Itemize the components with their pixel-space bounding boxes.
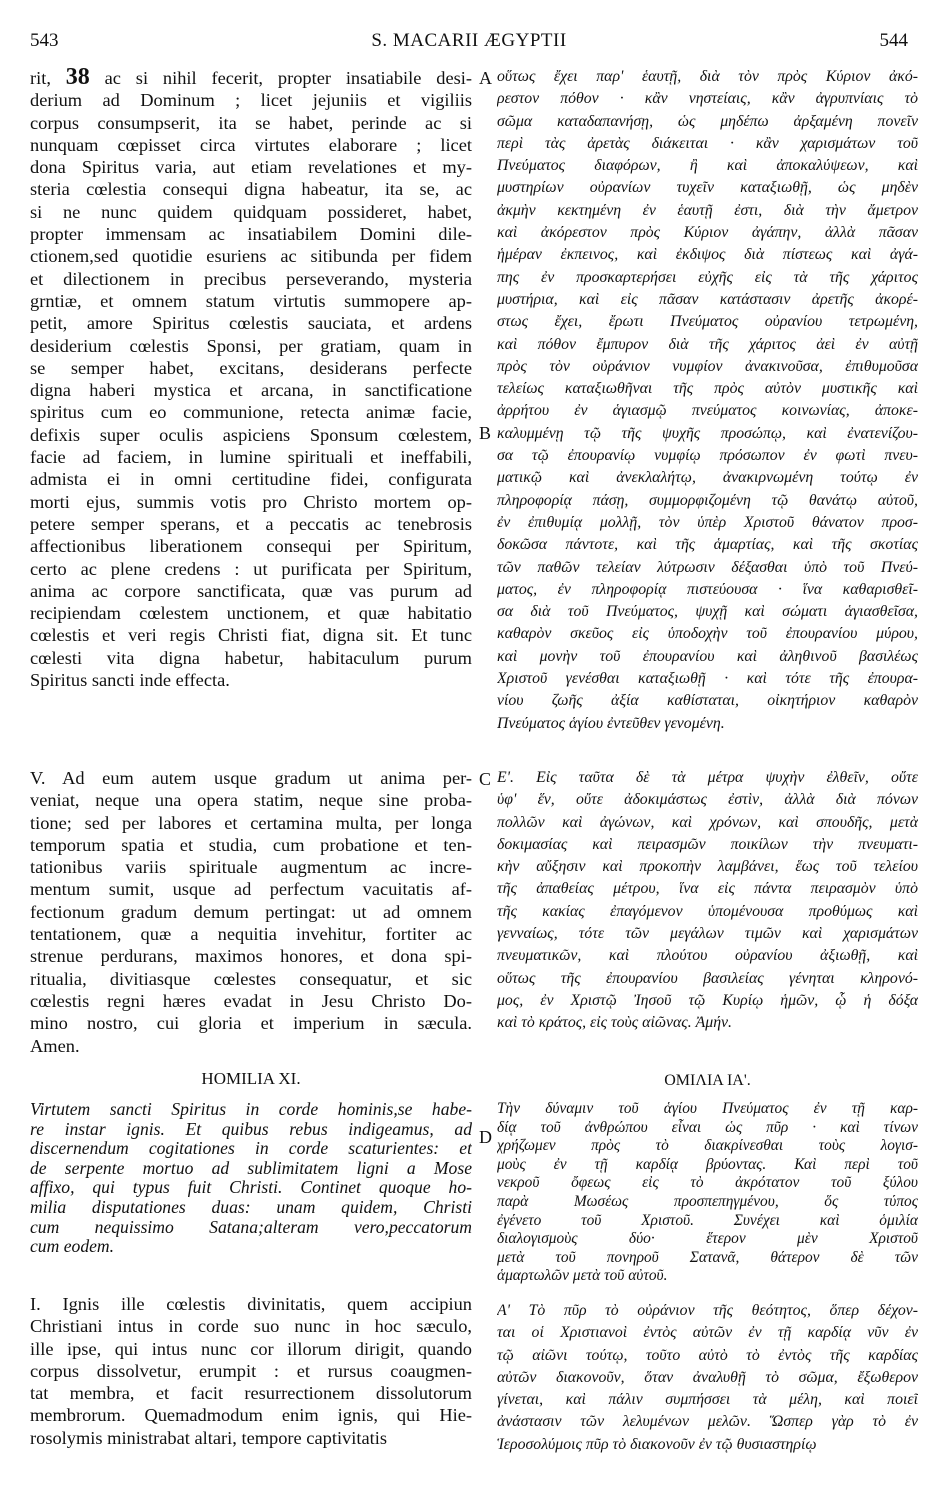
text-line: ματος, ἐν πληροφορίᾳ πιστεύουσα · ἵνα καθαρισθεῖ-: [497, 580, 918, 598]
text-line: ἐγένετο τοῦ Χριστοῦ. Συνέχει καὶ ὁμιλία: [497, 1211, 918, 1229]
text-line: mino nostro, cui gloria et imperium in sæcula.: [30, 1013, 472, 1034]
text-line: rosolymis ministrabat altari, tempore captivitatis: [30, 1427, 388, 1448]
text-line: καθαρὸν σκεῦος εἰς ὑποδοχὴν τοῦ ἐπουρανίου μύρου,: [497, 625, 918, 643]
text-line: grntiæ, et omnem statum virtutis summopere ap-: [30, 290, 472, 311]
text-line: morti ejus, summis votis pro Christo mortem op-: [30, 491, 472, 512]
text-line: defixis super oculis aspiciens Sponsum cœlestem,: [30, 424, 472, 445]
text-line: κὴν αὔξησιν καὶ προκοπὴν λαμβάνει, ἕως τοῦ τελείου: [497, 858, 918, 876]
text-line: τῆς ἀπαθείας μέτρου, ἵνα εἰς πάντα πειρασμὸν ὑπὸ: [497, 880, 918, 898]
text-line: τῶν παθῶν τελείαν λύτρωσιν δέξασθαι ὑπὸ τοῦ Πνεύ-: [497, 558, 918, 576]
text-line: πρὸς τὸν οὐράνιον νυμφίον ἀνακινοῦσα, ἐπιθυμοῦσα: [497, 357, 918, 375]
text-line: πνευματικῶν, καὶ πλούτου οὐρανίου ἀξιωθῇ, καὶ: [497, 947, 918, 965]
text-line: fectionum gradum demum pertingat: ut ad omnem: [30, 901, 472, 922]
latin-summary: [30, 1100, 472, 1257]
text-line: temporum spatia et studia, cum probatione et ten-: [30, 834, 472, 855]
text-line: nunquam cœpisset circa virtutes elaborare ; licet: [30, 134, 472, 155]
text-line: αὐτῶν διακονοῦν, ὅταν ἀναλυθῇ τὸ σῶμα, ἔξωθερον: [497, 1368, 918, 1386]
text-line: σα τῷ ἐπουρανίῳ νυμφίῳ πρόσωπον ἐν φωτὶ πνευ-: [497, 447, 918, 465]
greek-paragraph-3: [497, 1300, 918, 1456]
text-line: tione; sed per labores et certamina multa, per longa: [30, 812, 472, 833]
text-line: membrorum. Quemadmodum enim ignis, qui Hie-: [30, 1405, 472, 1426]
text-line: strenue perdurans, maximos honores, et dona spi-: [30, 946, 472, 967]
text-line: καὶ τὸ κράτος, εἰς τοὺς αἰῶνας. Ἀμήν.: [497, 1014, 732, 1032]
text-line: cœlestis et veri regis Christi fiat, digna sit. Et tunc: [30, 625, 472, 646]
text-line: ctionem,sed quotidie esuriens ac sitibunda per fidem: [30, 246, 472, 267]
margin-letter-c: C: [479, 769, 492, 789]
text-line: cœlesti vita digna habetur, habitaculum purum: [30, 647, 472, 668]
text-line: cum nequissimo Satana;alteram vero,peccatorum: [30, 1217, 472, 1237]
text-line: οὕτως ἔχει παρ' ἑαυτῇ, διὰ τὸν πρὸς Κύριον ἀκό-: [497, 68, 918, 85]
text-line: παρὰ Μωσέως προσπεπηγμένου, ὅς τύπος: [497, 1192, 918, 1210]
text-line: Spiritus sancti inde effecta.: [30, 670, 230, 691]
greek-paragraph-2: [497, 767, 918, 1035]
text-line: σα διὰ τοῦ Πνεύματος, ψυχῇ καὶ σώματι ἁγιασθεῖσα,: [497, 603, 918, 621]
text-line: V. Ad eum autem usque gradum ut anima per-: [30, 768, 472, 788]
text-line: πληροφορίᾳ πάσῃ, συμμορφιζομένη τῷ θανάτῳ αὐτοῦ,: [497, 491, 918, 509]
text-line: στως ἔχει, ἔρωτι Πνεύματος οὐρανίου τετρωμένη,: [497, 313, 918, 331]
text-line: διαλογισμοὺς δύο· ἕτερον μὲν Χριστοῦ: [497, 1230, 918, 1248]
text-line: ὑφ' ἕν, οὔτε ἀδοκιμάστως ἐστὶν, ἀλλὰ διὰ πόνων: [497, 791, 918, 809]
text-line: digna haberi mystica et arcana, in sanctificatione: [30, 380, 472, 401]
text-line: ἐν ἐπιθυμίᾳ μολλῇ, τὸν ὑπὲρ Χριστοῦ θάνατον προσ-: [497, 513, 918, 531]
text-line: corpus dissolvetur, erumpit : et rursus coaugmen-: [30, 1360, 472, 1381]
page-number-left: 543: [30, 30, 59, 51]
text-line: τῷ αἰῶνι τούτῳ, τοῦτο αὐτὸ τὸ ἐντὸς τῆς καρδίας: [497, 1346, 918, 1364]
text-line: corpus consumpserit, ita se habet, perinde ac si: [30, 112, 472, 133]
text-line: ἀνάστασιν τῶν λελυμένων μελῶν. Ὥσπερ γὰρ τὸ ἐν: [497, 1413, 918, 1431]
text-line: rit, 38 ac si nihil fecerit, propter insatiabile desi-: [30, 66, 472, 90]
text-line: derium ad Dominum ; licet jejuniis et vigiliis: [30, 90, 472, 111]
text-line: tat membra, et facit resurrectionem dissolutorum: [30, 1383, 472, 1404]
text-line: ται οἱ Χριστιανοὶ ἐντὸς αὐτῶν ἐν τῇ καρδίᾳ νῦν ἐν: [497, 1324, 918, 1342]
text-line: Ε'. Εἰς ταῦτα δὲ τὰ μέτρα ψυχὴν ἐλθεῖν, οὔτε: [497, 769, 918, 786]
text-line: οὕτως τῆς ἐπουρανίου βασιλείας γένηται κληρονό-: [497, 969, 918, 987]
text-line: δοκιμασίας καὶ πειρασμῶν ποικίλων τὴν πνευματι-: [497, 835, 918, 853]
text-line: recipiendam cœlestem unctionem, et quæ habitatio: [30, 603, 472, 624]
text-line: tentationem, quæ a nequitia invehitur, fortiter ac: [30, 924, 472, 945]
text-line: desiderium cœlestis Sponsi, per gratiam, quam in: [30, 335, 472, 356]
latin-paragraph-2: [30, 767, 472, 1057]
text-line: discernendum cogitationes in corde scaturientes: et: [30, 1139, 472, 1159]
text-line: μος, ἐν Χριστῷ Ἰησοῦ τῷ Κυρίῳ ἡμῶν, ᾧ ἡ δόξα: [497, 991, 918, 1009]
text-line: petit, amore Spiritus cœlestis sauciata, et ardens: [30, 313, 472, 334]
text-line: δίᾳ τοῦ ἀνθρώπου εἶναι ὡς πῦρ · καὶ τίνων: [497, 1118, 918, 1136]
margin-letter-a: A: [479, 68, 492, 88]
greek-summary: [497, 1100, 918, 1286]
running-title: S. MACARII ÆGYPTII: [371, 30, 567, 51]
text-line: steria cœlestia consequi digna habeatur, ita se, ac: [30, 179, 472, 200]
text-line: γενναίως, τότε τῶν μεγάλων τιμῶν καὶ χαρισμάτων: [497, 925, 918, 943]
text-line: ἀκμὴν κεκτημένη ἐν ἑαυτῇ ἐστι, διὰ τὴν ἄμετρον: [497, 201, 918, 219]
text-line: ρεστον πόθον · κἂν νηστείαις, κἂν ἀγρυπνίαις τὸ: [497, 90, 918, 108]
text-line: γίνεται, καὶ πάλιν συμπήσσει τὰ μέλη, καὶ ποιεῖ: [497, 1391, 918, 1409]
text-line: I. Ignis ille cœlestis divinitatis, quem accipiun: [30, 1294, 472, 1314]
text-line: spiritus cum eo communione, retecta animæ facie,: [30, 402, 472, 423]
text-line: si ne nunc quidem quidquam possideret, habet,: [30, 201, 472, 222]
text-line: admista ei in omni certitudine fidei, configurata: [30, 469, 472, 490]
text-line: Α' Τὸ πῦρ τὸ οὐράνιον τῆς θεότητος, ὅπερ δέχον-: [497, 1302, 918, 1319]
text-line: τῆς κακίας ἐπαγόμενον ὑπομένουσα προθύμως καὶ: [497, 902, 918, 920]
column-number: 38: [65, 66, 90, 90]
text-line: Virtutem sancti Spiritus in corde hominis,se habe-: [30, 1100, 472, 1119]
text-line: Πνεύματος διαφόρων, ἢ καὶ ἀποκαλύψεων, καὶ: [497, 157, 918, 175]
text-line: καὶ μονὴν τοῦ ἐπουρανίου καὶ ἀληθινοῦ βασιλέως: [497, 647, 918, 665]
greek-homily-title: ΟΜΙΛΙΑ ΙΑ'.: [664, 1072, 751, 1089]
greek-paragraph-1: [497, 66, 918, 735]
text-line: δοκῶσα πάντοτε, καὶ τῆς ἁμαρτίας, καὶ τῆς σκοτίας: [497, 536, 918, 554]
text-line: Πνεύματος ἁγίου ἐντεῦθεν γενομένη.: [497, 714, 725, 732]
text-line: dona Spiritus varia, aut etiam revelationes et my-: [30, 157, 472, 178]
text-line: τελείως καταξιωθῆναι τῆς πρὸς αὐτὸν μυστικῆς καὶ: [497, 380, 918, 398]
text-line: ἀρρήτου ἐν ἁγιασμῷ πνεύματος κοινωνίας, ἀποκε-: [497, 402, 918, 420]
text-line: μετὰ τοῦ πονηροῦ Σατανᾶ, θάτερον δὲ τῶν: [497, 1248, 918, 1266]
text-line: tationibus variis spirituale augmentum ac incre-: [30, 857, 472, 878]
text-line: Amen.: [30, 1035, 80, 1056]
text-line: facie ad faciem, in lumine spirituali et ineffabili,: [30, 447, 472, 468]
margin-letter-d: D: [479, 1127, 492, 1147]
text-line: certo ac plene credens : ut purificata per Spiritum,: [30, 558, 472, 579]
text-line: ille ipse, qui intus nunc cor illorum dirigit, quando: [30, 1338, 472, 1359]
text-line: ἁμαρτωλῶν μετὰ τοῦ αὐτοῦ.: [497, 1267, 668, 1285]
text-line: affectionibus liberationem consequi per Spiritum,: [30, 536, 472, 557]
text-line: νεκροῦ ὄφεως εἰς τὸ ἀκρότατον τοῦ ξύλου: [497, 1174, 918, 1192]
text-line: ματικῷ καὶ ἀνεκλαλήτῳ, ἀνακιρνωμένη τούτῳ ἐν: [497, 469, 918, 487]
text-line: affixo, qui typus fuit Christi. Continet quoque ho-: [30, 1178, 472, 1198]
text-line: νίου ζωῆς ἀξία καθίσταται, οἰκητήριον καθαρὸν: [497, 692, 918, 710]
text-line: περὶ τὰς ἀρετὰς διάκειται · κἂν χαρισμάτων τοῦ: [497, 134, 918, 152]
text-line: cum eodem.: [30, 1237, 115, 1257]
text-line: et dilectionem in precibus perseverando, mysteria: [30, 268, 472, 289]
text-line: καὶ πόθον ἔμπυρον διὰ τῆς χάριτος ἀεὶ ἐν αὐτῇ: [497, 335, 918, 353]
text-line: Χριστοῦ γενέσθαι καταξιωθῇ · καὶ τότε τῆς ἐπουρα-: [497, 670, 918, 688]
text-line: petere semper sperans, et a peccatis ac tenebrosis: [30, 513, 472, 534]
text-line: mentum sumit, usque ad perfectum vacuitatis af-: [30, 879, 472, 900]
text-line: πολλῶν καὶ ἀγώνων, καὶ χρόνων, καὶ σπουδῆς, μετὰ: [497, 813, 918, 831]
text-line: cœlestis regni hæres evadat in Jesu Christo Do-: [30, 990, 472, 1011]
text-line: πης ἐν προσκαρτερήσει εὐχῆς εἰς τὰ τῆς χάριτος: [497, 268, 918, 286]
margin-letter-b: B: [479, 423, 492, 443]
page-header: [0, 30, 938, 56]
text-line: Ἱεροσολύμοις πῦρ τὸ διακονοῦν ἐν τῷ θυσιαστηρίῳ: [497, 1435, 817, 1453]
text-line: σῶμα καταδαπανήσῃ, ὡς μηδέπω ἀρξαμένη πονεῖν: [497, 112, 918, 130]
text-line: de serpente mortuo ad sublimitatem ligni a Mose: [30, 1158, 472, 1178]
text-line: anima ac corpore sanctificata, quæ vas purum ad: [30, 580, 472, 601]
latin-paragraph-1: [30, 66, 472, 691]
text-line: ἡμέραν ἐκπεινος, καὶ ἐκδιψος διὰ πίστεως καὶ ἀγά-: [497, 246, 918, 264]
latin-homily-title: HOMILIA XI.: [201, 1069, 301, 1088]
text-line: milia disputationes duas: unam quidem, Christi: [30, 1197, 472, 1217]
text-line: Τὴν δύναμιν τοῦ ἁγίου Πνεύματος ἐν τῇ καρ-: [497, 1100, 918, 1117]
text-line: Christiani intus in corde suo nunc in hoc sæculo,: [30, 1316, 472, 1337]
text-line: χρήζωμεν πρὸς τὸ διακρίνεσθαι τοὺς λογισ-: [497, 1137, 918, 1155]
latin-paragraph-3: [30, 1293, 472, 1449]
text-line: propter immensam ac insatiabilem Domini dile-: [30, 224, 472, 245]
text-line: μοὺς ἐν τῇ καρδίᾳ βρύοντας. Καὶ περὶ τοῦ: [497, 1155, 918, 1173]
text-line: re instar ignis. Et quibus rebus indigeamus, ad: [30, 1119, 472, 1139]
text-line: ritualia, divitiasque cœlestes consequatur, et sic: [30, 968, 472, 989]
text-line: se semper habet, excitans, desiderans perfecte: [30, 357, 472, 378]
text-line: μυστηρίων οὐρανίων τυχεῖν καταξιωθῇ, ὡς μηδὲν: [497, 179, 918, 197]
page-number-right: 544: [879, 30, 908, 51]
text-line: veniat, neque una opera statim, neque sine proba-: [30, 790, 472, 811]
text-line: καὶ ἀκόρεστον πρὸς Κύριον ἀγάπην, ἀλλὰ πᾶσαν: [497, 224, 918, 242]
text-line: καλυμμένῃ τῷ τῆς ψυχῆς προσώπῳ, καὶ ἐνατενίζου-: [497, 424, 918, 442]
text-line: μυστήρια, καὶ εἰς πᾶσαν κατάστασιν ἀρετῆς ἀκορέ-: [497, 290, 918, 308]
